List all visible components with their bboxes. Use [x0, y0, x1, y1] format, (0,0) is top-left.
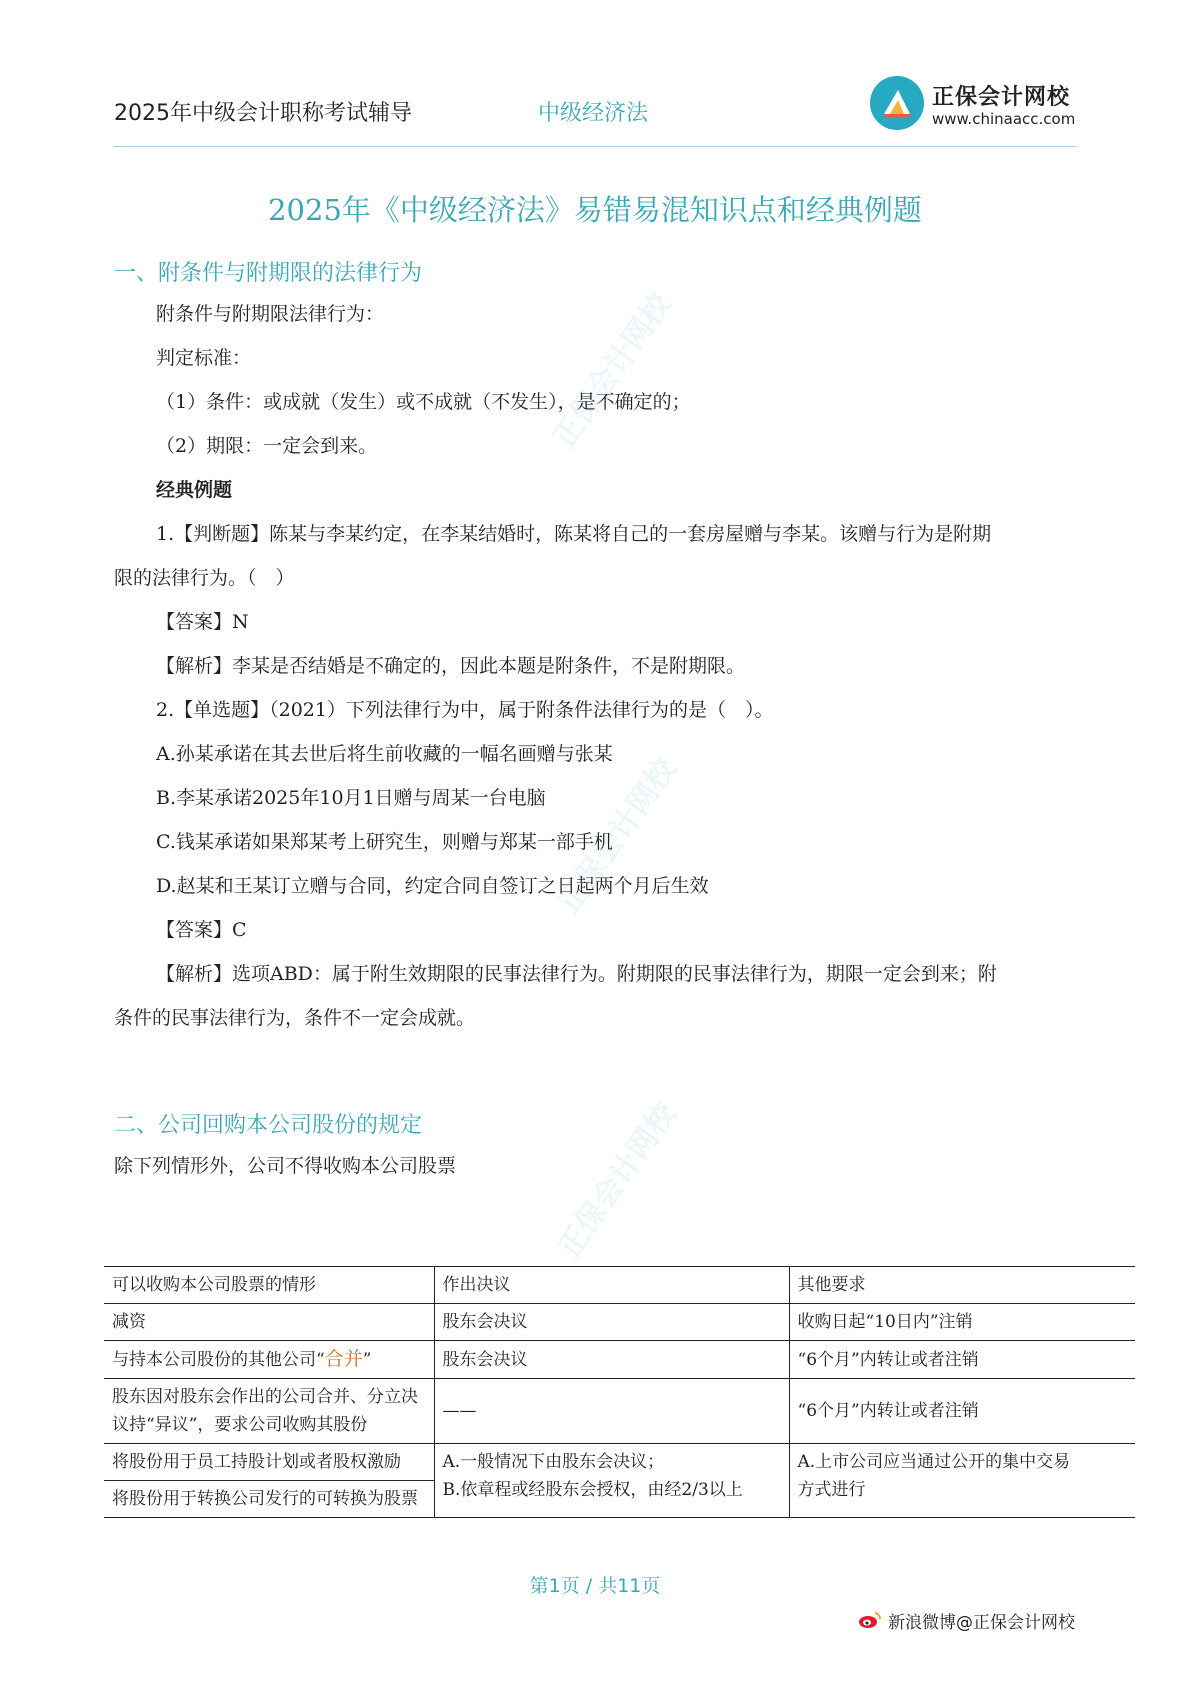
answer-text: 【答案】C — [156, 919, 247, 941]
list-item: （2）期限：一定会到来。 — [156, 435, 378, 457]
section-heading: 二、公司回购本公司股份的规定 — [114, 1113, 423, 1138]
table-header-cell: 作出决议 — [434, 1267, 789, 1304]
table-cell: —— — [434, 1379, 789, 1444]
answer-text: 【答案】N — [156, 611, 249, 633]
cell-line: 议持“异议”，要求公司收购其股份 — [112, 1415, 368, 1435]
table-cell: 将股份用于转换公司发行的可转换为股票 — [104, 1481, 434, 1518]
list-item: （1）条件：或成就（发生）或不成就（不发生），是不确定的； — [156, 391, 691, 413]
table-cell — [434, 1444, 789, 1518]
paragraph: 除下列情形外，公司不得收购本公司股票 — [114, 1155, 457, 1177]
table-header-row — [104, 1267, 1135, 1304]
table-cell: 收购日起“10日内”注销 — [789, 1304, 1135, 1341]
cell-line: 股东因对股东会作出的公司合并、分立决 — [112, 1387, 418, 1407]
cell-line: A.上市公司应当通过公开的集中交易 — [797, 1452, 1071, 1472]
weibo-icon — [858, 1611, 882, 1629]
cell-line: A.一般情况下由股东会决议； — [442, 1452, 665, 1472]
header-divider — [114, 146, 1077, 147]
table-row — [104, 1444, 1135, 1481]
question-text: 2.【单选题】（2021）下列法律行为中，属于附条件法律行为的是（ ）。 — [156, 699, 774, 721]
table-cell: “6个月”内转让或者注销 — [789, 1379, 1135, 1444]
chinaacc-logo-icon — [870, 76, 924, 130]
watermark-text: 正保会计网校 — [546, 287, 679, 455]
logo-name: 正保会计网校 — [932, 85, 1071, 110]
examples-label: 经典例题 — [156, 479, 233, 501]
table-row — [104, 1304, 1135, 1341]
paragraph: 判定标准： — [156, 347, 252, 369]
cell-text: 与持本公司股份的其他公司“ — [112, 1350, 325, 1370]
option-text: D.赵某和王某订立赠与合同，约定合同自签订之日起两个月后生效 — [156, 875, 709, 897]
table-cell: 股东会决议 — [434, 1304, 789, 1341]
page-title: 2025年《中级经济法》易错易混知识点和经典例题 — [268, 193, 922, 227]
table-cell: “6个月”内转让或者注销 — [789, 1341, 1135, 1379]
analysis-text: 【解析】选项ABD：属于附生效期限的民事法律行为。附期限的民事法律行为，期限一定会到来；附 — [156, 963, 997, 985]
table-header-cell: 其他要求 — [789, 1267, 1135, 1304]
cell-text: ” — [362, 1350, 372, 1370]
logo-url: www.chinaacc.com — [932, 110, 1076, 128]
header-course-title: 2025年中级会计职称考试辅导 — [114, 101, 412, 126]
option-text: B.李某承诺2025年10月1日赠与周某一台电脑 — [156, 787, 546, 809]
analysis-text: 【解析】李某是否结婚是不确定的，因此本题是附条件，不是附期限。 — [156, 655, 746, 677]
table-cell — [789, 1444, 1135, 1518]
header-subject: 中级经济法 — [538, 101, 649, 126]
paragraph: 附条件与附期限法律行为： — [156, 303, 385, 325]
watermark-text: 正保会计网校 — [551, 752, 684, 920]
option-text: C.钱某承诺如果郑某考上研究生，则赠与郑某一部手机 — [156, 831, 613, 853]
watermark-text: 正保会计网校 — [551, 1097, 684, 1265]
watermark — [545, 1093, 684, 1266]
question-text: 限的法律行为。（ ） — [114, 567, 295, 589]
option-text: A.孙某承诺在其去世后将生前收藏的一幅名画赠与张某 — [156, 743, 613, 765]
table-row — [104, 1341, 1135, 1379]
watermark — [540, 283, 679, 456]
weibo-handle[interactable]: 新浪微博@正保会计网校 — [888, 1613, 1075, 1633]
table-cell: 将股份用于员工持股计划或者股权激励 — [104, 1444, 434, 1481]
table-cell — [104, 1341, 434, 1379]
repurchase-table — [104, 1266, 1135, 1518]
table-cell — [104, 1379, 434, 1444]
cell-line: 方式进行 — [797, 1480, 866, 1500]
table-cell: 股东会决议 — [434, 1341, 789, 1379]
section-heading: 一、附条件与附期限的法律行为 — [114, 261, 423, 286]
table-row — [104, 1379, 1135, 1444]
cell-line: B.依章程或经股东会授权，由经2/3以上 — [442, 1480, 743, 1500]
question-text: 1.【判断题】陈某与李某约定，在李某结婚时，陈某将自己的一套房屋赠与李某。该赠与行为是附期 — [156, 523, 992, 545]
highlight-text: 合并 — [324, 1348, 363, 1370]
analysis-text: 条件的民事法律行为，条件不一定会成就。 — [114, 1007, 476, 1029]
page-number: 第1页 / 共11页 — [529, 1575, 661, 1597]
table-cell: 减资 — [104, 1304, 434, 1341]
table-header-cell: 可以收购本公司股票的情形 — [104, 1267, 434, 1304]
